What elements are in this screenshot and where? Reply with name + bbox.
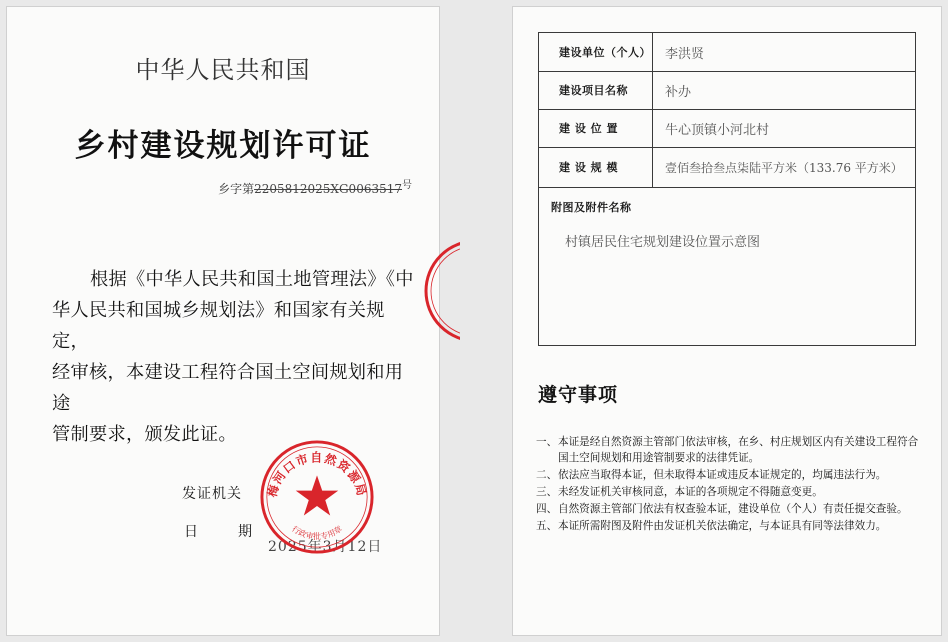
field-label-applicant: 建设单位（个人） <box>539 33 653 71</box>
permit-number-line <box>218 176 412 197</box>
rules-list <box>536 434 920 535</box>
attachments-value: 村镇居民住宅规划建设位置示意图 <box>565 235 761 250</box>
table-row <box>539 71 915 110</box>
list-item: 五、 本证所需附图及附件由发证机关依法确定，与本证具有同等法律效力。 <box>536 520 887 532</box>
list-item: 一、 本证是经自然资源主管部门依法审核，在乡、村庄规划区内有关建设工程符合国土空间规划和用途管制要求的法律凭证。 <box>536 436 919 464</box>
table-row <box>539 187 915 345</box>
permit-back-page <box>512 6 942 636</box>
field-value-project-name: 补办 <box>665 84 692 100</box>
table-row <box>539 109 915 148</box>
table-row <box>539 147 915 188</box>
list-item: 四、 自然资源主管部门依法有权查验本证，建设单位（个人）有责任提交查验。 <box>536 503 908 515</box>
issuing-country: 中华人民共和国 <box>135 56 311 84</box>
field-value-location: 牛心顶镇小河北村 <box>665 122 770 138</box>
certification-text <box>52 264 416 450</box>
field-label-scale: 建 设 规 模 <box>539 147 653 187</box>
body-line-4: 管制要求，颁发此证。 <box>52 424 237 445</box>
table-row <box>539 33 915 72</box>
permit-prefix: 乡字第 <box>218 182 255 196</box>
perforation-seal-icon <box>420 236 460 346</box>
permit-front-page <box>6 6 440 636</box>
issuing-authority-label: 发证机关 <box>182 486 242 502</box>
field-value-applicant: 李洪贤 <box>665 46 705 62</box>
issue-date: 2025年3月12日 <box>268 539 383 555</box>
list-item: 二、 依法应当取得本证，但未取得本证或违反本证规定的，均属违法行为。 <box>536 469 887 481</box>
permit-suffix: 号 <box>402 180 412 191</box>
body-line-1: 根据《中华人民共和国土地管理法》《中 <box>90 269 414 290</box>
attachments-label: 附图及附件名称 <box>551 201 632 214</box>
svg-text:行政审批专用章: 行政审批专用章 <box>290 524 344 542</box>
rules-heading: 遵守事项 <box>538 384 619 406</box>
list-item: 三、 未经发证机关审核同意，本证的各项规定不得随意变更。 <box>536 486 823 498</box>
body-line-2: 华人民共和国城乡规划法》和国家有关规定， <box>52 300 385 352</box>
project-info-table <box>538 32 916 346</box>
field-value-scale: 壹佰叁拾叁点柒陆平方米（133.76 平方米） <box>665 160 903 175</box>
permit-number: 2205812025XG0063517 <box>254 182 402 196</box>
official-seal-icon <box>258 438 376 556</box>
date-label: 日 期 <box>184 524 252 540</box>
svg-text:梅河口市自然资源局: 梅河口市自然资源局 <box>264 450 370 499</box>
body-line-3: 经审核，本建设工程符合国土空间规划和用途 <box>52 362 404 414</box>
field-label-project-name: 建设项目名称 <box>539 71 653 109</box>
field-label-location: 建 设 位 置 <box>539 109 653 147</box>
document-title: 乡村建设规划许可证 <box>74 128 372 164</box>
